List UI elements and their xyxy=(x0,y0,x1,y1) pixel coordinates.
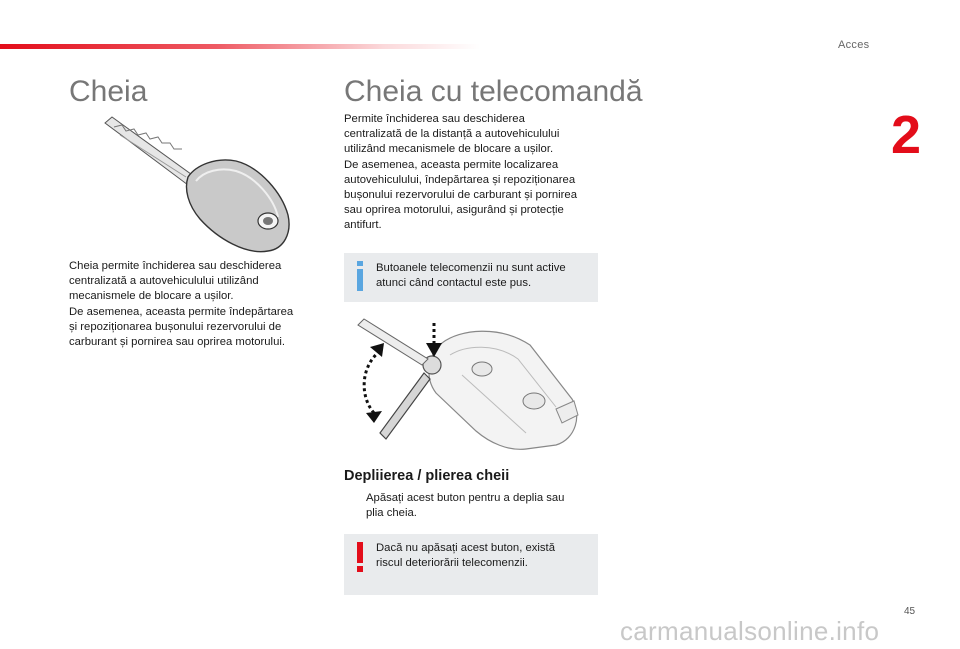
section-label: Acces xyxy=(838,39,870,51)
step-item xyxy=(344,491,594,521)
right-body-line: utilizând mecanismele de blocare a ușilor. xyxy=(344,143,554,156)
folding-subtitle: Depliierea / plierea cheii xyxy=(344,468,510,484)
key-blade xyxy=(105,117,195,185)
left-body-line: mecanismele de blocare a ușilor. xyxy=(69,290,234,303)
info-note-line: Butoanele telecomenzii nu sunt active xyxy=(376,262,566,274)
warning-box xyxy=(344,534,598,595)
left-body xyxy=(69,259,314,350)
key-head xyxy=(187,160,290,252)
right-body-line: centralizată de la distanță a autovehiculului xyxy=(344,128,560,141)
watermark: carmanualsonline.info xyxy=(620,616,880,646)
key-illustration xyxy=(100,115,295,255)
right-body-line: sau oprirea motorului, asigurând și protecție xyxy=(344,204,564,217)
right-title: Cheia cu telecomandă xyxy=(344,75,643,108)
remote-key-body xyxy=(429,331,578,449)
left-body-line: De asemenea, aceasta permite îndepărtarea xyxy=(69,305,294,318)
warning-icon xyxy=(356,542,364,572)
right-body-line: Permite închiderea sau deschiderea xyxy=(344,113,525,125)
remote-key-illustration xyxy=(350,315,590,455)
right-body xyxy=(344,112,604,234)
step-line: plia cheia. xyxy=(366,507,417,520)
warning-line: riscul deteriorării telecomenzii. xyxy=(376,557,528,570)
info-icon xyxy=(356,261,364,291)
left-body-line: Cheia permite închiderea sau deschiderea xyxy=(69,260,282,272)
page-number: 45 xyxy=(904,606,916,617)
info-note-text xyxy=(376,261,591,291)
left-body-line: și repoziționarea bușonului rezervorului de xyxy=(69,320,282,333)
rotate-arrow-icon xyxy=(364,343,384,423)
info-note-box xyxy=(344,253,598,302)
right-body-line: autovehiculului, îndepărtarea și repoziționarea xyxy=(344,173,576,186)
chapter-number: 2 xyxy=(891,105,922,165)
blade-folded xyxy=(358,319,428,365)
warning-text xyxy=(376,541,591,571)
step-line: Apăsați acest buton pentru a deplia sau xyxy=(366,492,565,504)
header-accent-bar xyxy=(0,44,480,49)
right-body-line: antifurt. xyxy=(344,219,382,232)
left-body-line: centralizată a autovehiculului utilizând xyxy=(69,275,259,288)
blade-unfolded xyxy=(380,373,430,439)
left-body-line: carburant și pornirea sau oprirea motorului. xyxy=(69,336,286,349)
left-title: Cheia xyxy=(69,75,148,108)
warning-line: Dacă nu apăsați acest buton, există xyxy=(376,542,555,554)
right-body-line: De asemenea, aceasta permite localizarea xyxy=(344,158,559,171)
info-note-line: atunci când contactul este pus. xyxy=(376,277,532,290)
right-body-line: bușonului rezervorului de carburant și pornirea xyxy=(344,189,577,202)
